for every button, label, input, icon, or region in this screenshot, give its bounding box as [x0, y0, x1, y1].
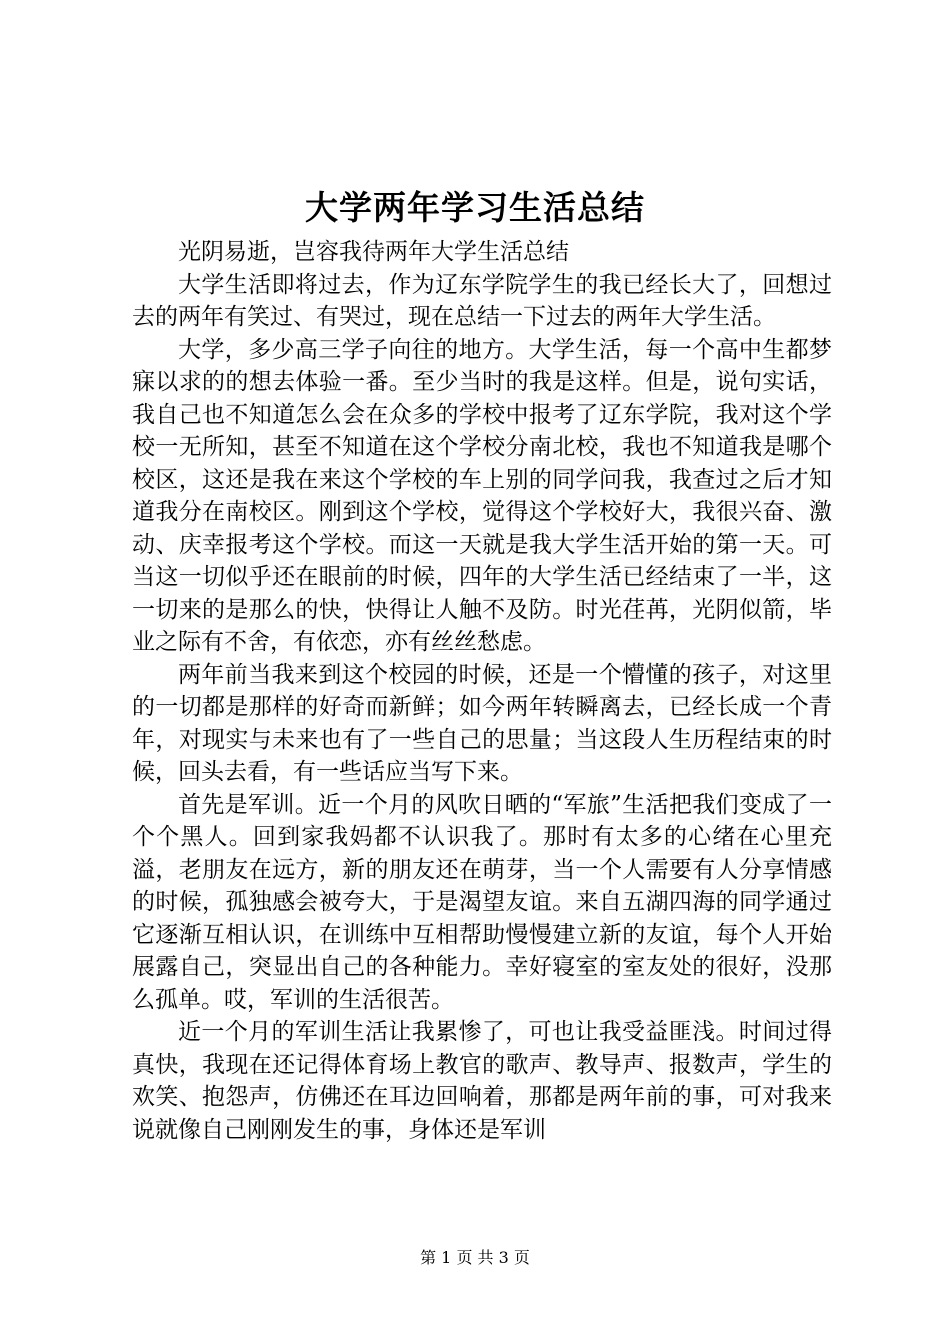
page-footer: 第 1 页 共 3 页 [420, 1248, 530, 1267]
paragraph: 大学生活即将过去，作为辽东学院学生的我已经长大了，回想过去的两年有笑过、有哭过，现在总结一下过去的两年大学生活。 [132, 271, 832, 330]
document-body [132, 236, 832, 1146]
paragraph: 光阴易逝，岂容我待两年大学生活总结 [178, 239, 569, 265]
paragraph: 首先是军训。近一个月的风吹日晒的“军旅”生活把我们变成了一个个黑人。回到家我妈都不认识我了。那时有太多的心绪在心里充溢，老朋友在远方，新的朋友还在萌芽，当一个人需要有人分享情感的时候，孤独感会被夸大，于是渴望友谊。来自五湖四海的同学通过它逐渐互相认识，在训练中互相帮助慢慢建立新的友谊，每个人开始展露自己，突显出自己的各种能力。幸好寝室的室友处的很好，没那么孤单。哎，军训的生活很苦。 [132, 791, 832, 1013]
paragraph: 近一个月的军训生活让我累惨了，可也让我受益匪浅。时间过得真快，我现在还记得体育场上教官的歌声、教导声、报数声，学生的欢笑、抱怨声，仿佛还在耳边回响着，那都是两年前的事，可对我来说就像自己刚刚发生的事，身体还是军训 [132, 1019, 832, 1143]
paragraph: 两年前当我来到这个校园的时候，还是一个懵懂的孩子，对这里的一切都是那样的好奇而新鲜；如今两年转瞬离去，已经长成一个青年，对现实与未来也有了一些自己的思量；当这段人生历程结束的时候，回头去看，有一些话应当写下来。 [132, 661, 832, 785]
document-title: 大学两年学习生活总结 [305, 188, 645, 227]
paragraph: 大学，多少高三学子向往的地方。大学生活，每一个高中生都梦寐以求的的想去体验一番。至少当时的我是这样。但是，说句实话，我自己也不知道怎么会在众多的学校中报考了辽东学院，我对这个学校一无所知，甚至不知道在这个学校分南北校，我也不知道我是哪个校区，这还是我在来这个学校的车上别的同学问我，我查过之后才知道我分在南校区。刚到这个学校，觉得这个学校好大，我很兴奋、激动、庆幸报考这个学校。而这一天就是我大学生活开始的第一天。可当这一切似乎还在眼前的时候，四年的大学生活已经结束了一半，这一切来的是那么的快，快得让人触不及防。时光荏苒，光阴似箭，毕业之际有不舍，有依恋，亦有丝丝愁虑。 [132, 336, 832, 655]
